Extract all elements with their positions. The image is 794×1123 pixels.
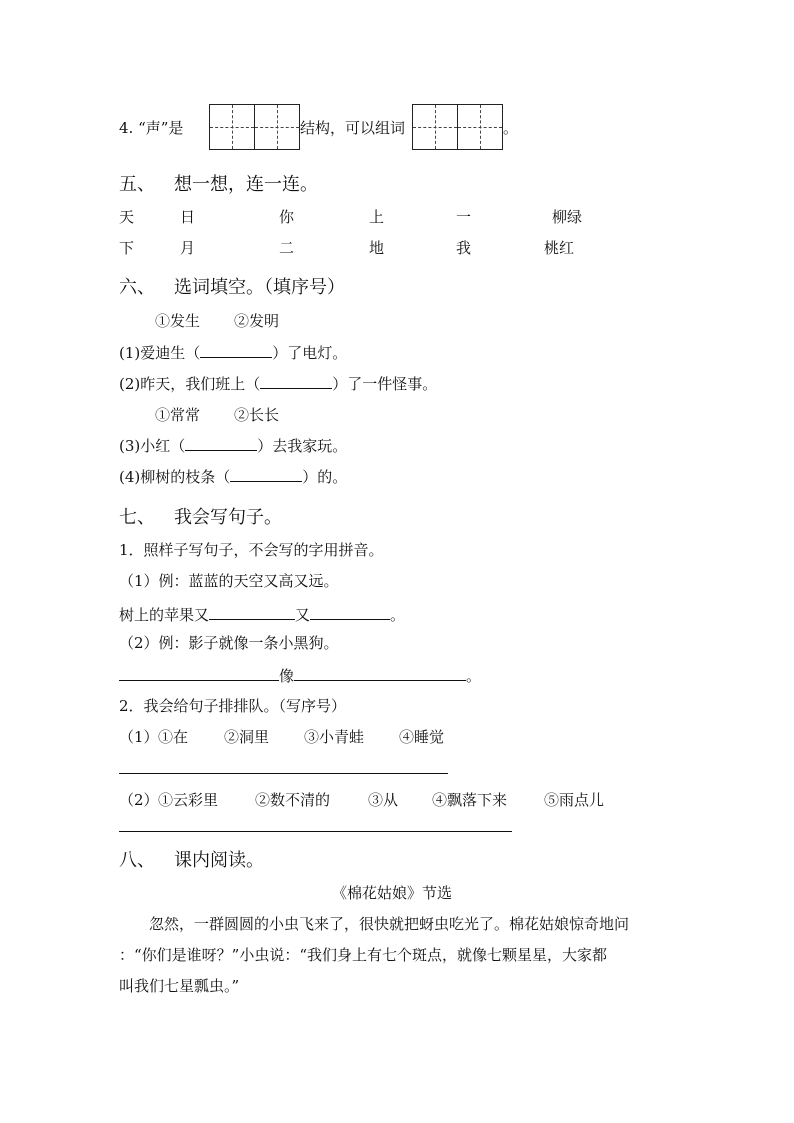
answer-blank[interactable] — [185, 436, 257, 451]
option-1: ①常常 — [155, 406, 201, 424]
match-word[interactable]: 日 — [180, 208, 196, 226]
order-chunk: ④飘落下来 — [432, 791, 508, 809]
answer-blank[interactable] — [260, 374, 332, 389]
fill-sentence-2 — [119, 665, 481, 686]
order-1-label: （1） — [119, 728, 159, 746]
answer-blank[interactable] — [209, 605, 295, 620]
order-chunk: ③小青蛙 — [304, 728, 365, 746]
item-text: ）的。 — [302, 468, 348, 486]
answer-blank[interactable] — [294, 666, 466, 681]
answer-blank[interactable] — [119, 666, 279, 681]
sentence-text: 。 — [390, 606, 406, 624]
order-chunk: ③从 — [368, 791, 399, 809]
match-word[interactable]: 月 — [180, 239, 196, 257]
match-word[interactable]: 一 — [456, 208, 472, 226]
item-text: (3)小红（ — [119, 437, 186, 455]
section8-title: 课内阅读。 — [174, 850, 264, 871]
option-1: ①发生 — [155, 312, 201, 330]
q4-suffix: 。 — [503, 119, 519, 137]
q4-writing-grid-2[interactable] — [412, 104, 502, 150]
match-word[interactable]: 桃红 — [544, 239, 575, 257]
passage-line: ：“你们是谁呀？”小虫说：“我们身上有七个斑点，就像七颗星星，大家都 — [119, 946, 608, 964]
item-text: (1)爱迪生（ — [119, 344, 201, 362]
fill-item — [119, 435, 347, 456]
q4-prefix: 4. “声”是 — [119, 119, 184, 137]
order-chunk: ⑤雨点儿 — [544, 791, 605, 809]
q4-middle: 结构，可以组词 — [300, 119, 406, 137]
question-1: 1．照样子写句子，不会写的字用拼音。 — [119, 541, 384, 559]
section8-number: 八、 — [119, 850, 155, 871]
passage-title: 《棉花姑娘》节选 — [332, 884, 453, 902]
fill-item — [119, 342, 347, 363]
fill-item — [119, 373, 437, 394]
match-word[interactable]: 二 — [279, 239, 295, 257]
order-chunk: ①在 — [158, 728, 189, 746]
passage-line: 叫我们七星瓢虫。” — [119, 977, 240, 995]
grid-cell[interactable] — [209, 104, 255, 150]
item-text: ）了电灯。 — [272, 344, 348, 362]
item-text: (2)昨天，我们班上（ — [119, 375, 261, 393]
match-word[interactable]: 上 — [369, 208, 385, 226]
match-word[interactable]: 柳绿 — [552, 208, 583, 226]
answer-blank[interactable] — [200, 343, 272, 358]
sentence-text: 。 — [466, 667, 482, 685]
match-word[interactable]: 天 — [119, 208, 135, 226]
option-2: ②长长 — [234, 406, 280, 424]
answer-line[interactable] — [119, 773, 448, 774]
section5-number: 五、 — [119, 174, 155, 195]
example-2: （2）例：影子就像一条小黑狗。 — [119, 634, 339, 652]
order-chunk: ④睡觉 — [399, 728, 445, 746]
option-2: ②发明 — [234, 312, 280, 330]
fill-item — [119, 466, 347, 487]
question-2: 2．我会给句子排排队。（写序号） — [119, 697, 347, 715]
grid-cell[interactable] — [412, 104, 458, 150]
q4-writing-grid-1[interactable] — [209, 104, 299, 150]
grid-cell[interactable] — [254, 104, 300, 150]
grid-cell[interactable] — [457, 104, 503, 150]
sentence-text: 像 — [279, 667, 295, 685]
section5-title: 想一想，连一连。 — [174, 174, 318, 195]
section6-number: 六、 — [119, 277, 155, 298]
sentence-text: 树上的苹果又 — [119, 606, 210, 624]
answer-blank[interactable] — [310, 605, 390, 620]
answer-line[interactable] — [119, 831, 512, 832]
example-1: （1）例：蓝蓝的天空又高又远。 — [119, 572, 339, 590]
match-word[interactable]: 我 — [456, 239, 472, 257]
fill-sentence-1 — [119, 604, 405, 625]
order-chunk: ②洞里 — [224, 728, 270, 746]
item-text: ）去我家玩。 — [257, 437, 348, 455]
section6-title: 选词填空。（填序号） — [174, 277, 345, 298]
order-chunk: ①云彩里 — [158, 791, 219, 809]
order-chunk: ②数不清的 — [255, 791, 331, 809]
item-text: (4)柳树的枝条（ — [119, 468, 231, 486]
answer-blank[interactable] — [230, 467, 302, 482]
section7-number: 七、 — [119, 507, 155, 528]
item-text: ）了一件怪事。 — [332, 375, 438, 393]
match-word[interactable]: 下 — [119, 239, 135, 257]
match-word[interactable]: 地 — [369, 239, 385, 257]
order-2-label: （2） — [119, 791, 159, 809]
passage-line: 忽然，一群圆圆的小虫飞来了，很快就把蚜虫吃光了。棉花姑娘惊奇地问 — [149, 915, 630, 933]
match-word[interactable]: 你 — [279, 208, 295, 226]
sentence-text: 又 — [295, 606, 311, 624]
section7-title: 我会写句子。 — [174, 507, 282, 528]
